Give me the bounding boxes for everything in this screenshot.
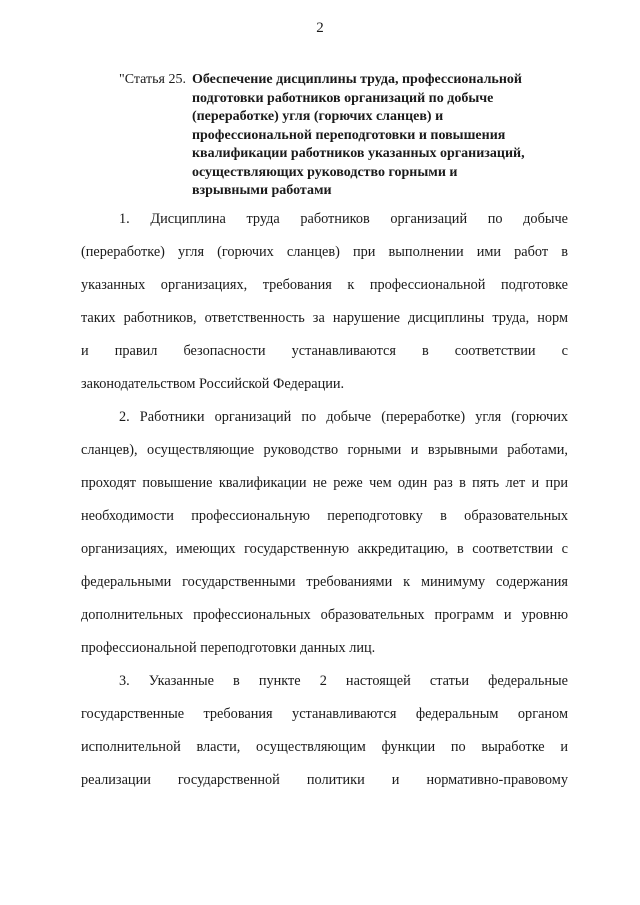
article-body xyxy=(81,203,568,797)
article-title-line: Обеспечение дисциплины труда, профессиональной xyxy=(191,72,522,87)
paragraph-line: реализации государственной политики и нормативно-правовому xyxy=(81,772,568,788)
article-title-line: взрывными работами xyxy=(191,183,332,198)
paragraph-line: необходимости профессиональную переподготовку в образовательных xyxy=(81,508,568,524)
paragraph-line: таких работников, ответственность за нарушение дисциплины труда, норм xyxy=(81,310,568,326)
paragraph-line: и правил безопасности устанавливаются в соответствии с xyxy=(81,343,568,359)
paragraph-2 xyxy=(81,401,568,665)
article-header xyxy=(119,71,579,201)
paragraph-line: 2. Работники организаций по добыче (переработке) угля (горючих xyxy=(119,409,568,425)
paragraph-line: законодательством Российской Федерации. xyxy=(81,376,345,392)
article-title-line: подготовки работников организаций по добыче xyxy=(191,90,494,106)
article-prefix: "Статья 25. xyxy=(119,72,186,87)
paragraph-line: исполнительной власти, осуществляющим функции по выработке и xyxy=(81,739,568,755)
paragraph-line: федеральными государственными требованиями к минимуму содержания xyxy=(81,574,568,590)
paragraph-line: государственные требования устанавливаются федеральным органом xyxy=(81,706,568,722)
paragraph-3 xyxy=(81,665,568,797)
paragraph-line: профессиональной переподготовки данных лиц. xyxy=(81,640,376,656)
paragraph-1 xyxy=(81,203,568,401)
paragraph-line: 3. Указанные в пункте 2 настоящей статьи федеральные xyxy=(119,673,568,689)
article-title-line: (переработке) угля (горючих сланцев) и xyxy=(191,109,444,124)
paragraph-line: дополнительных профессиональных образовательных программ и уровню xyxy=(81,607,568,623)
paragraph-line: (переработке) угля (горючих сланцев) при выполнении ими работ в xyxy=(81,244,568,260)
paragraph-line: указанных организациях, требования к профессиональной подготовке xyxy=(81,277,568,293)
article-title-line: квалификации работников указанных организаций, xyxy=(191,146,525,161)
paragraph-line: 1. Дисциплина труда работников организаций по добыче xyxy=(119,211,568,227)
paragraph-line: организациях, имеющих государственную аккредитацию, в соответствии с xyxy=(81,541,568,557)
paragraph-line: сланцев), осуществляющие руководство горными и взрывными работами, xyxy=(81,442,568,458)
article-title xyxy=(192,71,525,201)
paragraph-line: проходят повышение квалификации не реже чем один раз в пять лет и при xyxy=(81,475,568,491)
article-title-line: профессиональной переподготовки и повышения xyxy=(191,127,506,143)
page-number: 2 xyxy=(316,20,324,36)
article-title-line: осуществляющих руководство горными и xyxy=(191,164,458,180)
